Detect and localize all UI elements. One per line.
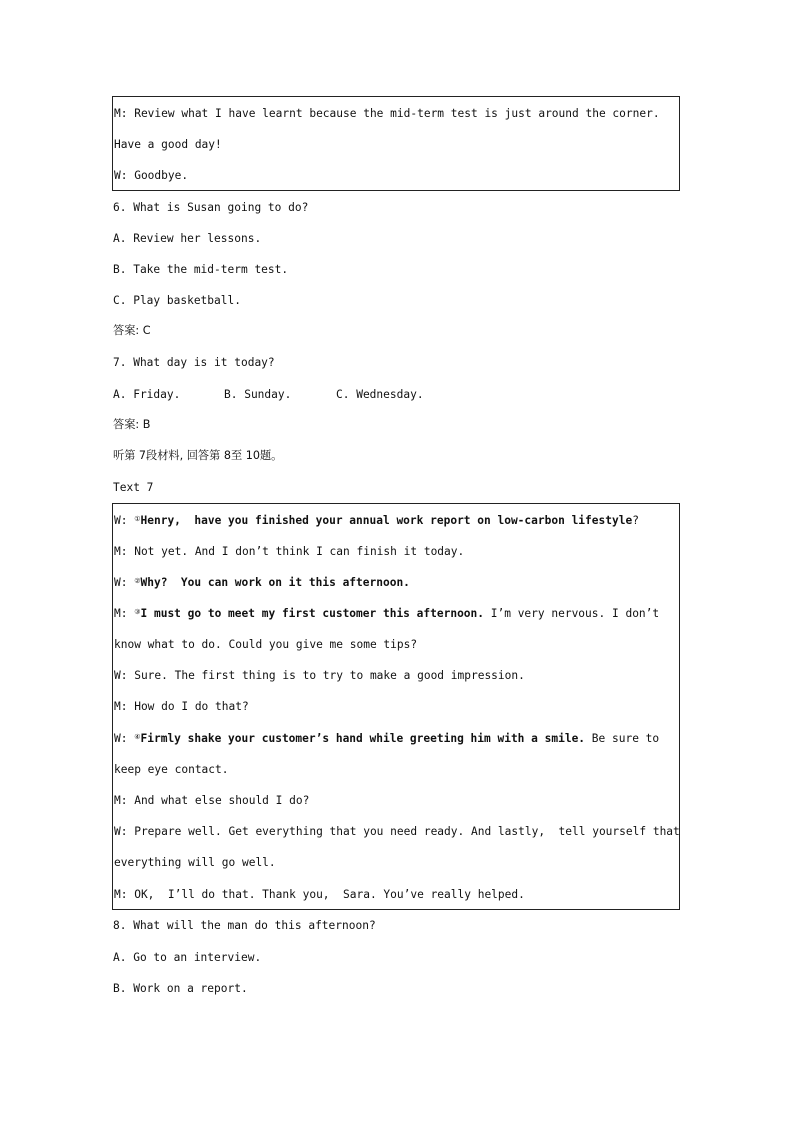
dialogue-line: W: Sure. The first thing is to try to make a good impression. (114, 669, 525, 682)
note-marker: ① (134, 515, 141, 523)
q7-option-b: B. Sunday. (224, 388, 292, 401)
dialogue-line: everything will go well. (114, 856, 276, 869)
dialogue-line (114, 607, 680, 621)
q7-option-c: C. Wednesday. (336, 388, 424, 401)
highlighted-text: Firmly shake your customer’s hand while greeting him with a smile. (140, 732, 586, 745)
text-title: Text 7 (113, 481, 154, 494)
q6-option-b: B. Take the mid-term test. (113, 263, 289, 276)
dialogue-line: W: Prepare well. Get everything that you need ready. And lastly, tell yourself that (114, 825, 680, 838)
q6-option-a: A. Review her lessons. (113, 232, 262, 245)
speaker-label: M: (114, 607, 135, 620)
highlighted-text: Henry, have you finished your annual work report on low-carbon lifestyle (140, 514, 633, 527)
dialogue-line (114, 514, 680, 528)
speaker-label: W: (114, 732, 135, 745)
dialogue-line: M: And what else should I do? (114, 794, 310, 807)
q6-option-c: C. Play basketball. (113, 294, 241, 307)
note-marker: ④ (134, 733, 141, 741)
note-marker: ③ (134, 608, 141, 616)
dialogue-line: know what to do. Could you give me some tips? (114, 638, 418, 651)
note-marker: ② (134, 577, 141, 585)
q7-option-a: A. Friday. (113, 388, 181, 401)
dialogue-line: M: Not yet. And I don’t think I can finish it today. (114, 545, 465, 558)
dialogue-line: M: OK, I’ll do that. Thank you, Sara. You’ve really helped. (114, 888, 525, 901)
dialogue-line: keep eye contact. (114, 763, 229, 776)
dialogue-line: Have a good day! (114, 138, 222, 151)
section-instruction: 听第 7段材料, 回答第 8至 10题。 (113, 449, 283, 462)
question-8: 8. What will the man do this afternoon? (113, 919, 376, 932)
dialogue-text: I’m very nervous. I don’t (484, 607, 660, 620)
dialogue-line (114, 576, 680, 590)
dialogue-line: M: How do I do that? (114, 700, 249, 713)
q8-option-a: A. Go to an interview. (113, 951, 262, 964)
dialogue-text: Be sure to (585, 732, 660, 745)
q8-option-b: B. Work on a report. (113, 982, 248, 995)
q6-answer: 答案: C (113, 324, 151, 337)
question-7: 7. What day is it today? (113, 356, 275, 369)
question-6: 6. What is Susan going to do? (113, 201, 309, 214)
speaker-label: W: (114, 514, 135, 527)
speaker-label: W: (114, 576, 135, 589)
dialogue-line: W: Goodbye. (114, 169, 189, 182)
dialogue-box-text7 (112, 503, 680, 910)
dialogue-box-text6 (112, 96, 680, 191)
dialogue-line (114, 732, 680, 746)
dialogue-line: M: Review what I have learnt because the mid-term test is just around the corner. (114, 107, 660, 120)
q7-answer: 答案: B (113, 418, 151, 431)
highlighted-text: I must go to meet my first customer this afternoon. (140, 607, 485, 620)
dialogue-text: ? (632, 514, 639, 527)
highlighted-text: Why? You can work on it this afternoon. (140, 576, 410, 589)
